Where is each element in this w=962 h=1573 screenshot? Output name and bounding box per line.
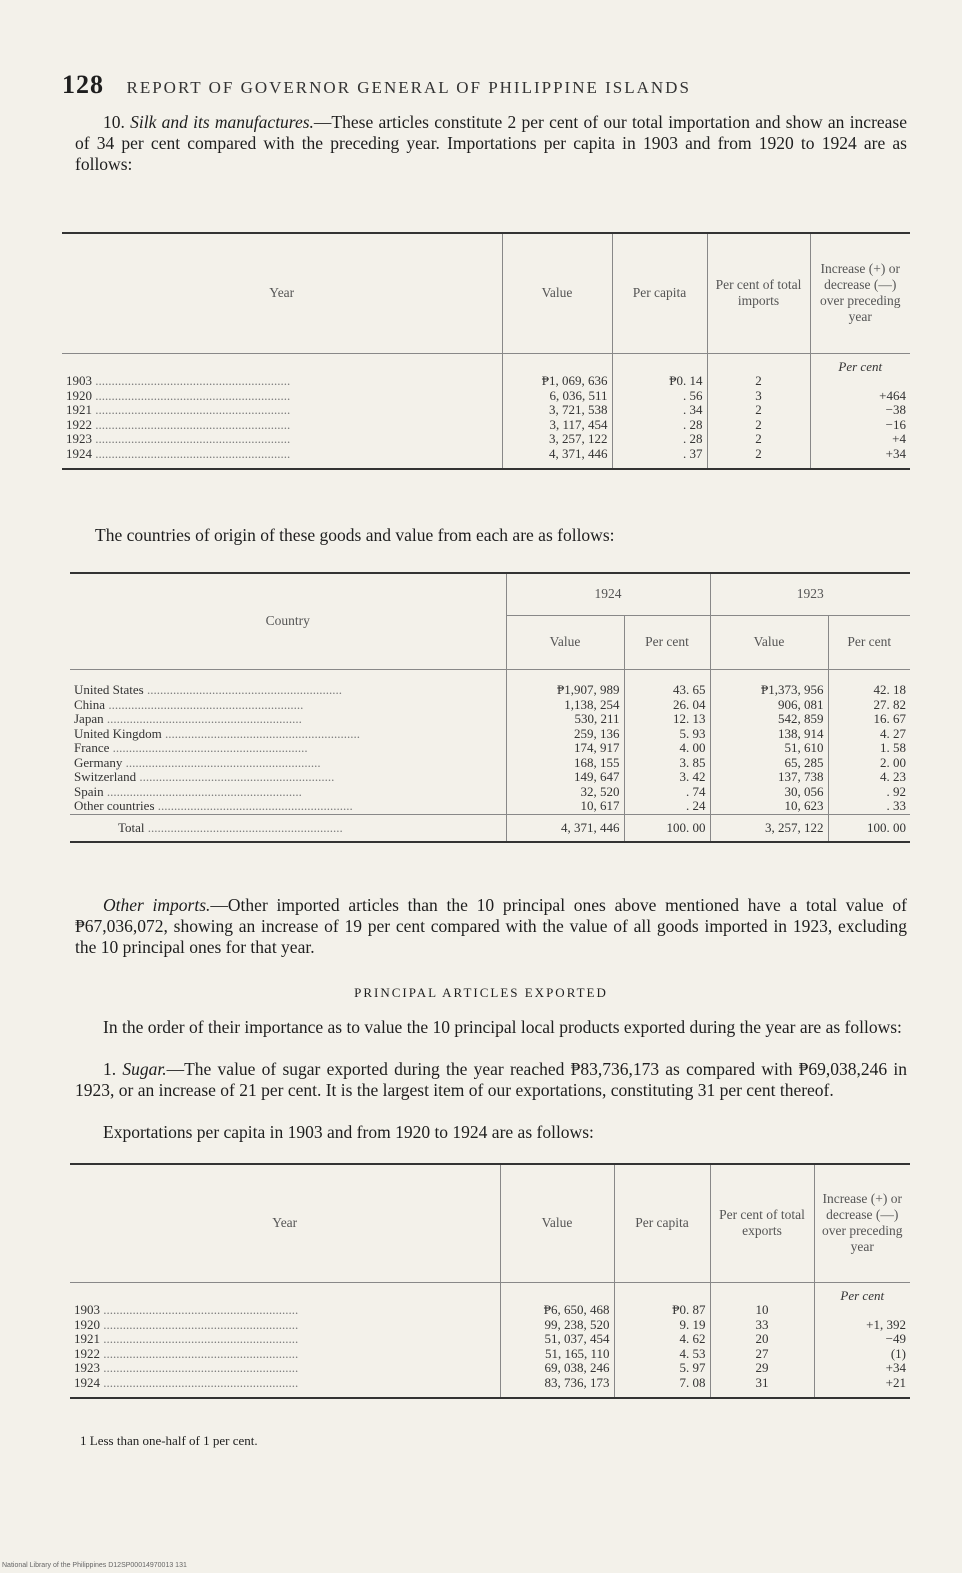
row-label bbox=[70, 1332, 500, 1347]
value-cell: 83, 736, 173 bbox=[500, 1376, 614, 1391]
row-label-text: 1921 bbox=[74, 1332, 100, 1346]
paragraph-text: —The value of sugar exported during the year reached ₱83,736,173 as compared with ₱69,038,246 in 1923, or an increase of 21 per cent. It is the largest item of our exportations, constituting 31 per cent thereof. bbox=[75, 1059, 907, 1100]
per-cent-cell: 27 bbox=[710, 1347, 814, 1362]
silk-paragraph bbox=[75, 112, 907, 175]
footnote: 1 Less than one-half of 1 per cent. bbox=[80, 1433, 258, 1448]
per-cent-cell: 2 bbox=[707, 418, 810, 433]
pct-1924-cell: 43. 65 bbox=[624, 683, 710, 698]
per-capita-cell: . 28 bbox=[612, 432, 707, 447]
value-1924-cell: 1,138, 254 bbox=[506, 698, 624, 713]
per-capita-cell: ₱0. 87 bbox=[614, 1303, 710, 1318]
total-row bbox=[70, 814, 910, 842]
row-label-text: Spain bbox=[74, 784, 104, 799]
pct-1923-cell: 1. 58 bbox=[880, 740, 906, 755]
dot-leader: ............................................................ bbox=[122, 755, 321, 770]
other-imports-paragraph bbox=[75, 895, 907, 958]
row-label bbox=[70, 1347, 500, 1362]
row-label bbox=[62, 432, 502, 447]
value-1923-cell: 542, 859 bbox=[710, 712, 828, 727]
table-row bbox=[62, 389, 910, 404]
dot-leader: ............................................................ bbox=[144, 819, 343, 835]
dot-leader: ............................................................ bbox=[103, 712, 302, 726]
col-header-value: Value bbox=[502, 233, 612, 353]
item-title: Other imports. bbox=[103, 895, 211, 915]
value-1924-cell: 10, 617 bbox=[506, 799, 624, 814]
row-label-text: Japan bbox=[74, 712, 104, 726]
per-cent-cell: 33 bbox=[710, 1318, 814, 1333]
pct-1924-cell: 3. 42 bbox=[624, 770, 710, 785]
row-label-text: 1922 bbox=[74, 1346, 100, 1361]
change-cell: (1) bbox=[890, 1345, 906, 1361]
per-capita-cell: 4. 62 bbox=[614, 1332, 710, 1347]
value-1924-cell: 259, 136 bbox=[506, 727, 624, 742]
per-capita-cell: . 37 bbox=[612, 447, 707, 462]
change-cell: +34 bbox=[885, 1360, 906, 1375]
col-header-pct-1924: Per cent bbox=[624, 615, 710, 669]
sugar-per-capita-table bbox=[70, 1163, 910, 1399]
row-label bbox=[70, 756, 506, 771]
per-cent-cell: 20 bbox=[710, 1332, 814, 1347]
change-cell: +34 bbox=[885, 445, 906, 461]
row-label bbox=[70, 814, 506, 842]
row-label-text: 1920 bbox=[74, 1317, 100, 1332]
per-cent-cell: 31 bbox=[710, 1376, 814, 1391]
change-cell bbox=[814, 1303, 910, 1318]
table-row bbox=[70, 770, 910, 785]
table-row bbox=[70, 756, 910, 771]
value-1924-cell: 174, 917 bbox=[506, 741, 624, 756]
col-header-pct-1923: Per cent bbox=[828, 615, 910, 669]
dot-leader: ............................................................ bbox=[100, 1361, 299, 1375]
table-row bbox=[70, 1303, 910, 1318]
running-title: REPORT OF GOVERNOR GENERAL OF PHILIPPINE ISLANDS bbox=[126, 78, 691, 97]
change-cell: +1, 392 bbox=[866, 1316, 906, 1332]
dot-leader: ............................................................ bbox=[92, 446, 291, 461]
dot-leader: ............................................................ bbox=[92, 417, 291, 432]
value-cell: 3, 117, 454 bbox=[502, 418, 612, 433]
per-cent-cell: 29 bbox=[710, 1361, 814, 1376]
total-value-1924: 4, 371, 446 bbox=[506, 814, 624, 842]
per-cent-cell: 2 bbox=[707, 447, 810, 462]
table-row bbox=[70, 785, 910, 800]
col-header-change: Increase (+) or decrease (—) over preceding year bbox=[810, 233, 910, 353]
countries-intro: The countries of origin of these goods and value from each are as follows: bbox=[95, 525, 615, 545]
dot-leader: ............................................................ bbox=[100, 1317, 299, 1332]
exports-intro: In the order of their importance as to value the 10 principal local products exported during the year are as follows: bbox=[103, 1017, 902, 1037]
col-header-per-cent: Per cent of total exports bbox=[710, 1164, 814, 1282]
pct-1924-cell: 26. 04 bbox=[624, 698, 710, 713]
change-cell: −38 bbox=[885, 402, 906, 417]
section-heading: PRINCIPAL ARTICLES EXPORTED bbox=[354, 985, 608, 1000]
per-capita-cell: . 56 bbox=[612, 389, 707, 404]
paragraph-text: —These articles constitute 2 per cent of our total importation and show an increase of 34 per cent compared with the preceding year. Importations per capita in 1903 and from 1920 to 1924 are as follows: bbox=[75, 112, 908, 174]
pct-1924-cell: 5. 93 bbox=[624, 727, 710, 742]
row-label-text: 1923 bbox=[66, 432, 92, 446]
table-row bbox=[70, 1332, 910, 1347]
col-header-year-1923: 1923 bbox=[710, 573, 910, 615]
value-1923-cell: 10, 623 bbox=[710, 799, 828, 814]
row-label bbox=[62, 418, 502, 433]
item-number: 10. bbox=[103, 112, 131, 132]
unit-label: Per cent bbox=[838, 358, 883, 374]
page-header bbox=[62, 70, 691, 100]
row-label bbox=[70, 1376, 500, 1391]
table-row bbox=[62, 447, 910, 462]
change-cell: −16 bbox=[885, 416, 906, 432]
dot-leader: ............................................................ bbox=[100, 1375, 299, 1390]
dot-leader: ............................................................ bbox=[92, 403, 291, 417]
pct-1923-cell: 4. 27 bbox=[880, 725, 906, 741]
row-label-text: 1922 bbox=[66, 417, 92, 432]
dot-leader: ............................................................ bbox=[143, 683, 342, 697]
value-1923-cell: ₱1,373, 956 bbox=[710, 683, 828, 698]
dot-leader: ............................................................ bbox=[92, 388, 291, 403]
row-label bbox=[70, 698, 506, 713]
row-label-text: Switzerland bbox=[74, 770, 137, 784]
per-cent-cell: 2 bbox=[707, 403, 810, 418]
row-label bbox=[70, 741, 506, 756]
value-1924-cell: 32, 520 bbox=[506, 785, 624, 800]
table-row bbox=[70, 1361, 910, 1376]
dot-leader: ............................................................ bbox=[92, 432, 291, 446]
row-label bbox=[70, 799, 506, 814]
table-row bbox=[62, 403, 910, 418]
dot-leader: ............................................................ bbox=[161, 726, 360, 741]
per-capita-cell: 5. 97 bbox=[614, 1361, 710, 1376]
value-1923-cell: 906, 081 bbox=[710, 698, 828, 713]
per-capita-cell: 7. 08 bbox=[614, 1376, 710, 1391]
row-label-text: Other countries bbox=[74, 799, 155, 813]
row-label-text: 1903 bbox=[66, 374, 92, 388]
value-1924-cell: 530, 211 bbox=[506, 712, 624, 727]
row-label bbox=[70, 712, 506, 727]
dot-leader: ............................................................ bbox=[105, 697, 304, 712]
col-header-per-cent: Per cent of total imports bbox=[707, 233, 810, 353]
col-header-value: Value bbox=[500, 1164, 614, 1282]
value-cell: ₱6, 650, 468 bbox=[500, 1303, 614, 1318]
row-label-text: 1920 bbox=[66, 388, 92, 403]
pct-1924-cell: . 74 bbox=[624, 785, 710, 800]
table-row bbox=[62, 432, 910, 447]
row-label-text: 1924 bbox=[74, 1375, 100, 1390]
unit-label: Per cent bbox=[840, 1287, 885, 1303]
value-1924-cell: ₱1,907, 989 bbox=[506, 683, 624, 698]
value-cell: 69, 038, 246 bbox=[500, 1361, 614, 1376]
per-capita-cell: . 34 bbox=[612, 403, 707, 418]
value-1923-cell: 138, 914 bbox=[710, 727, 828, 742]
row-label bbox=[70, 1303, 500, 1318]
change-cell: −49 bbox=[885, 1331, 906, 1346]
dot-leader: ............................................................ bbox=[154, 799, 353, 813]
per-capita-cell: ₱0. 14 bbox=[612, 374, 707, 389]
table-row bbox=[70, 712, 910, 727]
total-value-1923: 3, 257, 122 bbox=[710, 814, 828, 842]
table-row bbox=[70, 1376, 910, 1391]
col-header-year-1924: 1924 bbox=[506, 573, 710, 615]
silk-per-capita-table bbox=[62, 232, 910, 470]
table-row bbox=[70, 741, 910, 756]
value-cell: ₱1, 069, 636 bbox=[502, 374, 612, 389]
per-cent-cell: 3 bbox=[707, 389, 810, 404]
row-label bbox=[70, 1361, 500, 1376]
row-label bbox=[70, 1318, 500, 1333]
row-label-text: 1923 bbox=[74, 1361, 100, 1375]
pct-1924-cell: 4. 00 bbox=[624, 741, 710, 756]
dot-leader: ............................................................ bbox=[109, 741, 308, 755]
value-cell: 6, 036, 511 bbox=[502, 389, 612, 404]
sugar-paragraph bbox=[75, 1059, 907, 1101]
change-cell: +464 bbox=[879, 387, 906, 403]
total-pct-1924: 100. 00 bbox=[624, 814, 710, 842]
col-header-value-1923: Value bbox=[710, 615, 828, 669]
value-1924-cell: 149, 647 bbox=[506, 770, 624, 785]
total-pct-1923: 100. 00 bbox=[828, 814, 910, 842]
countries-of-origin-table bbox=[70, 572, 910, 843]
col-header-change: Increase (+) or decrease (—) over preceding year bbox=[814, 1164, 910, 1282]
value-1923-cell: 51, 610 bbox=[710, 741, 828, 756]
pct-1924-cell: 3. 85 bbox=[624, 756, 710, 771]
col-header-country: Country bbox=[70, 573, 506, 669]
row-label-text: 1903 bbox=[74, 1303, 100, 1317]
per-cent-cell: 2 bbox=[707, 374, 810, 389]
row-label bbox=[62, 374, 502, 389]
per-cent-cell: 10 bbox=[710, 1303, 814, 1318]
row-label bbox=[70, 683, 506, 698]
col-header-value-1924: Value bbox=[506, 615, 624, 669]
table-row bbox=[62, 374, 910, 389]
value-cell: 3, 721, 538 bbox=[502, 403, 612, 418]
pct-1923-cell: 42. 18 bbox=[873, 682, 906, 697]
table-row bbox=[62, 418, 910, 433]
value-1924-cell: 168, 155 bbox=[506, 756, 624, 771]
row-label-text: Germany bbox=[74, 755, 123, 770]
value-cell: 3, 257, 122 bbox=[502, 432, 612, 447]
row-label-text: United Kingdom bbox=[74, 726, 162, 741]
dot-leader: ............................................................ bbox=[136, 770, 335, 784]
per-cent-cell: 2 bbox=[707, 432, 810, 447]
col-header-year: Year bbox=[70, 1164, 500, 1282]
item-title: Sugar. bbox=[122, 1059, 167, 1079]
row-label-text: France bbox=[74, 741, 110, 755]
row-label-text: United States bbox=[74, 683, 144, 697]
row-label bbox=[70, 785, 506, 800]
per-capita-cell: 9. 19 bbox=[614, 1318, 710, 1333]
pct-1923-cell: . 33 bbox=[886, 798, 906, 813]
value-cell: 51, 165, 110 bbox=[500, 1347, 614, 1362]
per-capita-cell: 4. 53 bbox=[614, 1347, 710, 1362]
row-label-text: China bbox=[74, 697, 106, 712]
col-header-per-capita: Per capita bbox=[612, 233, 707, 353]
table-row bbox=[70, 683, 910, 698]
value-1923-cell: 30, 056 bbox=[710, 785, 828, 800]
pct-1924-cell: 12. 13 bbox=[624, 712, 710, 727]
pct-1923-cell: . 92 bbox=[886, 783, 906, 799]
value-cell: 4, 371, 446 bbox=[502, 447, 612, 462]
value-1923-cell: 137, 738 bbox=[710, 770, 828, 785]
page-number: 128 bbox=[62, 70, 104, 99]
value-cell: 51, 037, 454 bbox=[500, 1332, 614, 1347]
col-header-year: Year bbox=[62, 233, 502, 353]
paragraph-text: —Other imported articles than the 10 principal ones above mentioned have a total value of ₱67,036,072, showing an increase of 19 per cent compared with the value of all goods imported in 1923, excluding the 10 principal ones for that year. bbox=[75, 895, 908, 957]
scan-credit: National Library of the Philippines D12SP00014970013 131 bbox=[2, 1562, 187, 1569]
row-label-text: 1921 bbox=[66, 403, 92, 417]
value-1923-cell: 65, 285 bbox=[710, 756, 828, 771]
row-label bbox=[70, 727, 506, 742]
dot-leader: ............................................................ bbox=[100, 1332, 299, 1346]
sugar-table-intro: Exportations per capita in 1903 and from 1920 to 1924 are as follows: bbox=[103, 1122, 594, 1142]
pct-1924-cell: . 24 bbox=[624, 799, 710, 814]
change-cell: +4 bbox=[892, 431, 906, 446]
table-row bbox=[70, 799, 910, 814]
table-row bbox=[70, 727, 910, 742]
item-title: Silk and its manufactures. bbox=[130, 112, 314, 132]
table-row bbox=[70, 1347, 910, 1362]
dot-leader: ............................................................ bbox=[103, 784, 302, 799]
dot-leader: ............................................................ bbox=[100, 1303, 299, 1317]
pct-1923-cell: 27. 82 bbox=[873, 696, 906, 712]
row-label-text: 1924 bbox=[66, 446, 92, 461]
pct-1923-cell: 16. 67 bbox=[873, 711, 906, 726]
pct-1923-cell: 2. 00 bbox=[880, 754, 906, 770]
col-header-per-capita: Per capita bbox=[614, 1164, 710, 1282]
row-label bbox=[70, 770, 506, 785]
row-label bbox=[62, 447, 502, 462]
dot-leader: ............................................................ bbox=[100, 1346, 299, 1361]
item-number: 1. bbox=[103, 1059, 123, 1079]
row-label bbox=[62, 389, 502, 404]
change-cell: +21 bbox=[885, 1374, 906, 1390]
table-row bbox=[70, 1318, 910, 1333]
table-row bbox=[70, 698, 910, 713]
dot-leader: ............................................................ bbox=[92, 374, 291, 388]
row-label bbox=[62, 403, 502, 418]
row-label-text: Total bbox=[118, 819, 145, 835]
per-capita-cell: . 28 bbox=[612, 418, 707, 433]
value-cell: 99, 238, 520 bbox=[500, 1318, 614, 1333]
change-cell bbox=[810, 374, 910, 389]
pct-1923-cell: 4. 23 bbox=[880, 769, 906, 784]
